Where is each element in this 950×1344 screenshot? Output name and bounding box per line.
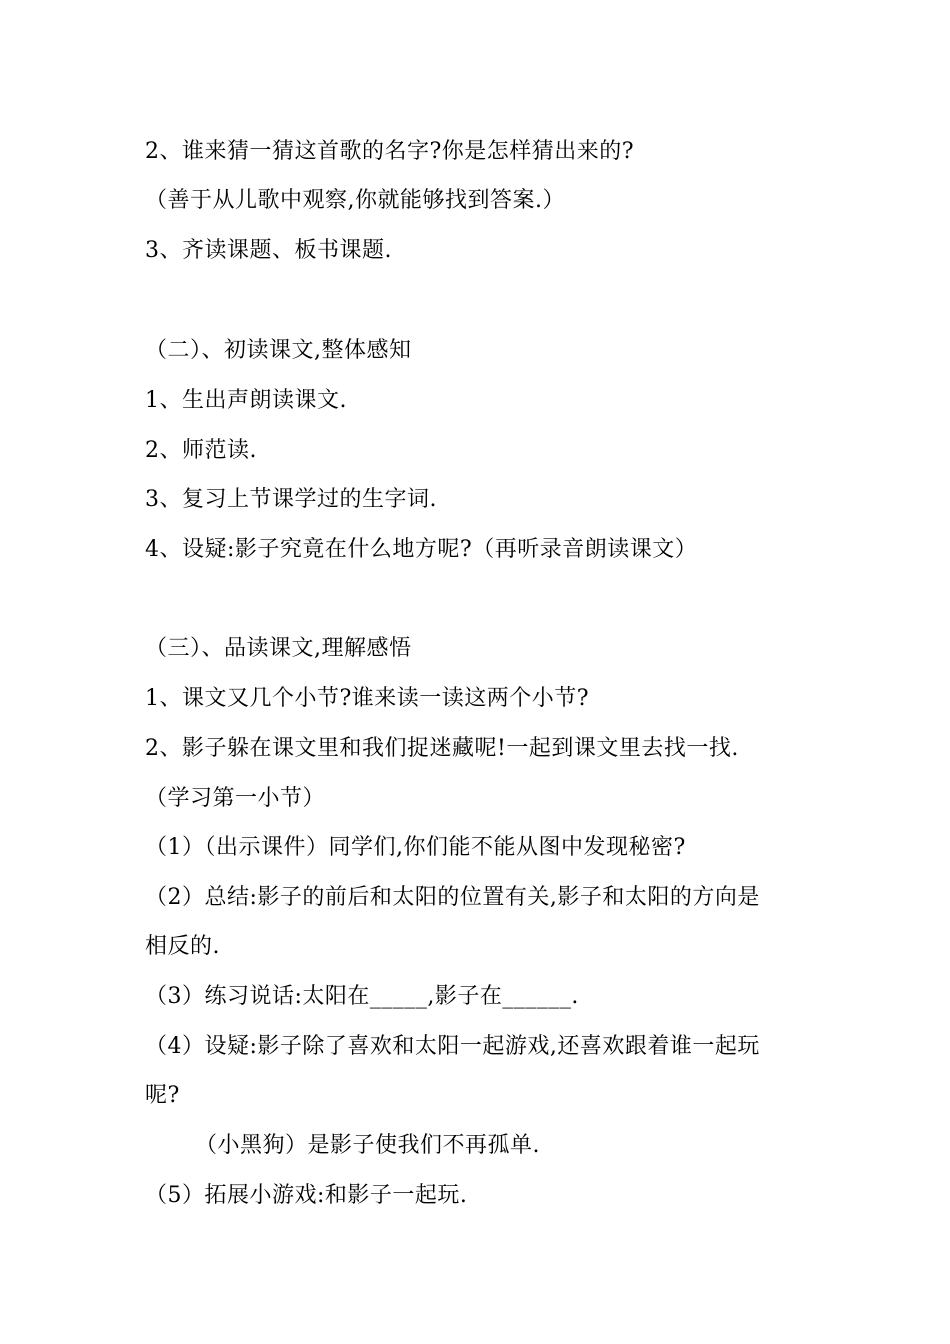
section-heading: （二）、初读课文,整体感知 xyxy=(145,338,412,363)
text-line: （小黑狗）是影子使我们不再孤单. xyxy=(195,1133,540,1158)
text-line: 4、设疑:影子究竟在什么地方呢?（再听录音朗读课文） xyxy=(145,537,698,562)
text-line: （3）练习说话:太阳在_____,影子在______. xyxy=(145,984,579,1009)
text-line: 呢? xyxy=(145,1083,180,1108)
text-line: （4）设疑:影子除了喜欢和太阳一起游戏,还喜欢跟着谁一起玩 xyxy=(145,1034,760,1059)
text-line: 2、师范读. xyxy=(145,438,257,463)
text-line: （1）（出示课件）同学们,你们能不能从图中发现秘密? xyxy=(145,835,686,860)
text-line: （5）拓展小游戏:和影子一起玩. xyxy=(145,1183,468,1208)
text-line: 相反的. xyxy=(145,934,220,959)
text-line: 2、影子躲在课文里和我们捉迷藏呢!一起到课文里去找一找. xyxy=(145,736,739,761)
text-line: 3、齐读课题、板书课题. xyxy=(145,238,392,263)
text-line: （善于从儿歌中观察,你就能够找到答案.） xyxy=(145,188,565,213)
section-heading: （三）、品读课文,理解感悟 xyxy=(145,636,412,661)
text-line: 2、谁来猜一猜这首歌的名字?你是怎样猜出来的? xyxy=(145,139,635,164)
text-line: （学习第一小节） xyxy=(145,786,326,811)
text-line: 1、生出声朗读课文. xyxy=(145,388,347,413)
text-line: 3、复习上节课学过的生字词. xyxy=(145,487,437,512)
text-line: （2）总结:影子的前后和太阳的位置有关,影子和太阳的方向是 xyxy=(145,885,760,910)
text-line: 1、课文又几个小节?谁来读一读这两个小节? xyxy=(145,686,590,711)
